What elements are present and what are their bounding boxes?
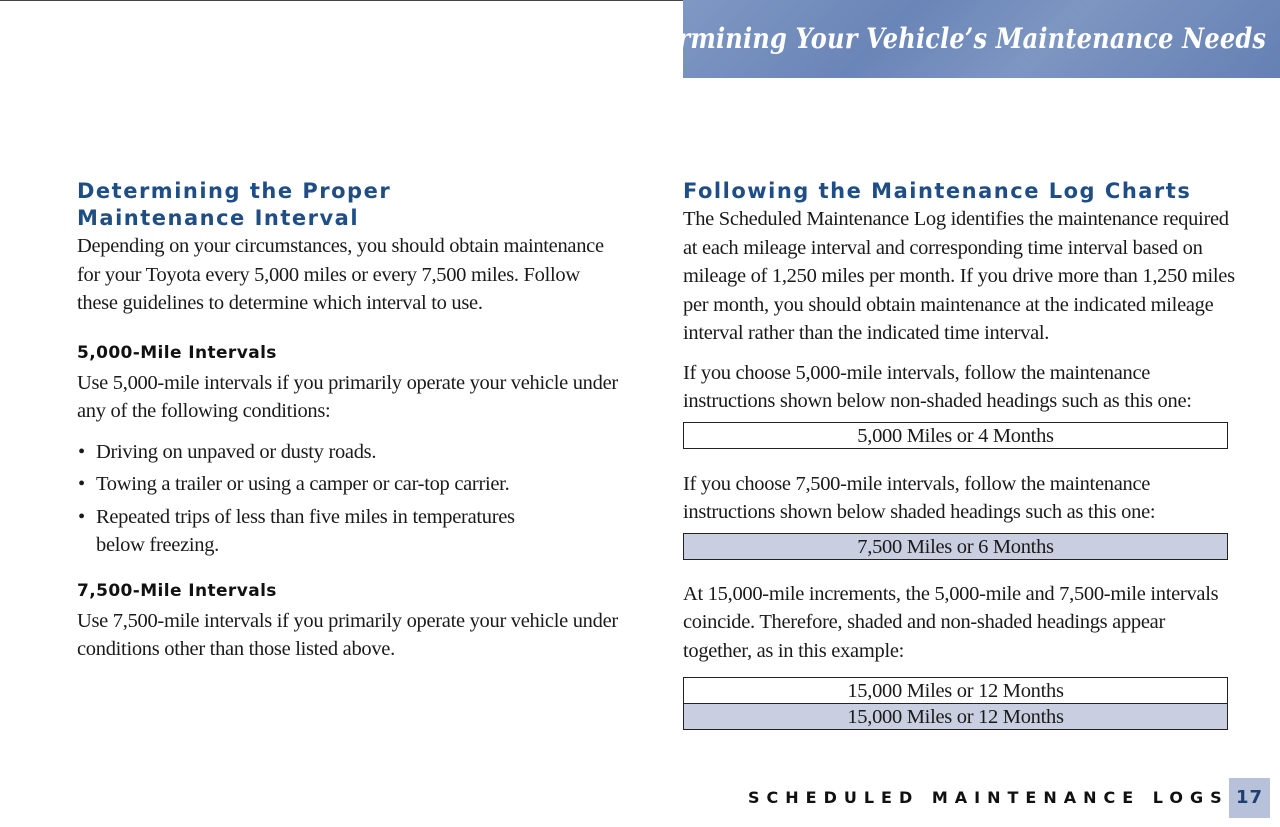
page-number: 17 xyxy=(1229,778,1270,818)
paragraph-5000-choice: If you choose 5,000-mile intervals, follow the maintenance instructions shown below non-shaded headings such as this one: xyxy=(683,361,1192,412)
subheading-5000: 5,000-Mile Intervals xyxy=(77,342,277,363)
combined-shaded-row: 15,000 Miles or 12 Months xyxy=(683,703,1228,730)
top-rule xyxy=(0,0,684,1)
list-item-text: Driving on unpaved or dusty roads. xyxy=(96,440,377,463)
right-column xyxy=(683,178,1238,730)
combined-non-shaded-row: 15,000 Miles or 12 Months xyxy=(683,677,1228,704)
paragraph-7500-choice: If you choose 7,500-mile intervals, follow the maintenance instructions shown below shaded headings such as this one: xyxy=(683,472,1156,523)
bullet-icon: • xyxy=(78,473,85,495)
combined-heading-sample xyxy=(683,677,1238,730)
paragraph-coincide: At 15,000-mile increments, the 5,000-mile and 7,500-mile intervals coincide. Therefore, shaded and non-shaded headings appear together, as in this example: xyxy=(683,582,1219,662)
list-item-text: Towing a trailer or using a camper or car-top carrier. xyxy=(96,473,510,495)
list-item xyxy=(77,438,622,467)
bullet-icon: • xyxy=(78,440,85,463)
bullet-icon: • xyxy=(78,505,85,528)
list-item xyxy=(77,503,622,560)
left-column xyxy=(77,178,622,664)
intro-paragraph: Depending on your circumstances, you should obtain maintenance for your Toyota every 5,000 miles or every 7,500 miles. Follow these guidelines to determine which interval to use. xyxy=(77,235,604,314)
section-heading-log-charts: Following the Maintenance Log Charts xyxy=(683,179,1192,203)
heading-line-1: Determining the Proper xyxy=(77,179,392,203)
paragraph-7500: Use 7,500-mile intervals if you primarily operate your vehicle under conditions other than those listed above. xyxy=(77,609,618,660)
heading-line-2: Maintenance Interval xyxy=(77,206,360,230)
paragraph-5000: Use 5,000-mile intervals if you primarily operate your vehicle under any of the following conditions: xyxy=(77,371,618,422)
non-shaded-heading-sample: 5,000 Miles or 4 Months xyxy=(683,422,1228,449)
footer-section-label: SCHEDULED MAINTENANCE LOGS xyxy=(748,788,1229,807)
list-item-text: Repeated trips of less than five miles in temperatures below freezing. xyxy=(96,505,515,556)
shaded-heading-sample: 7,500 Miles or 6 Months xyxy=(683,533,1228,560)
conditions-list xyxy=(77,438,622,560)
header-title: Determining Your Vehicle’s Maintenance Needs xyxy=(614,22,1266,55)
subheading-7500: 7,500-Mile Intervals xyxy=(77,580,277,601)
header-banner xyxy=(614,0,1280,78)
section-heading-interval xyxy=(77,178,622,232)
log-intro-paragraph: The Scheduled Maintenance Log identifies the maintenance required at each mileage interval and corresponding time interval based on mileage of 1,250 miles per month. If you drive more than 1,250 miles per month, you should obtain maintenance at the indicated mileage interval rather than the indicated time interval. xyxy=(683,208,1235,344)
list-item xyxy=(77,470,622,499)
